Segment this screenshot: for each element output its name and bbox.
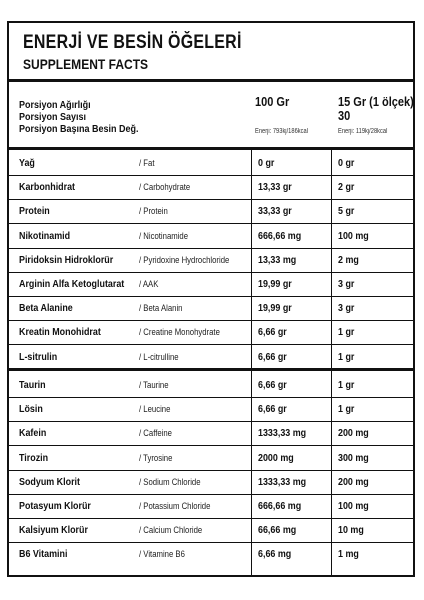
amount-per-serving: 200 mg xyxy=(338,475,369,488)
column-line xyxy=(331,371,332,577)
nutrient-row xyxy=(9,175,413,199)
nutrient-name-en: / Nicotinamide xyxy=(139,230,189,241)
nutrient-row xyxy=(9,296,413,320)
nutrient-name-tr: Sodyum Klorit xyxy=(19,475,81,488)
nutrient-row xyxy=(9,373,413,397)
nutrient-name-en: / Leucine xyxy=(139,404,171,415)
amount-per-serving: 100 mg xyxy=(338,229,369,242)
amount-per-100g: 33,33 gr xyxy=(258,205,292,218)
amount-per-serving: 1 gr xyxy=(338,403,355,416)
nutrient-row xyxy=(9,518,413,542)
nutrient-row xyxy=(9,272,413,296)
amount-per-serving: 5 gr xyxy=(338,205,355,218)
nutrient-name-en: / AAK xyxy=(139,279,159,289)
nutrient-name-tr: B6 Vitamini xyxy=(19,548,68,561)
amount-per-100g: 19,99 gr xyxy=(258,278,292,290)
nutrient-row xyxy=(9,542,413,566)
nutrient-name-tr: Taurin xyxy=(19,379,46,391)
column-line xyxy=(251,150,252,368)
amount-per-serving: 2 mg xyxy=(338,253,359,266)
section-divider xyxy=(9,368,413,371)
servings-count-value: 30 xyxy=(338,109,351,123)
nutrient-row xyxy=(9,151,413,175)
nutrient-name-en: / Potassium Chloride xyxy=(139,501,211,511)
amount-per-100g: 6,66 gr xyxy=(258,403,287,416)
serving-info xyxy=(9,95,413,143)
per-serving-header: 15 Gr (1 ölçek) xyxy=(338,95,414,109)
amount-per-serving: 300 mg xyxy=(338,451,369,464)
energy-per-serving: Enerji: 119kj/28kcal xyxy=(338,128,388,135)
amount-per-100g: 6,66 gr xyxy=(258,326,287,339)
nutrient-name-tr: Lösin xyxy=(19,403,43,416)
nutrient-name-tr: Potasyum Klorür xyxy=(19,500,91,512)
nutrient-name-en: / Pyridoxine Hydrochloride xyxy=(139,254,230,265)
amount-per-serving: 10 mg xyxy=(338,524,364,537)
amount-per-100g: 66,66 mg xyxy=(258,524,297,537)
nutrient-name-tr: Protein xyxy=(19,205,50,218)
nutrient-name-en: / Calcium Chloride xyxy=(139,525,203,536)
nutrient-name-en: / Fat xyxy=(139,158,155,168)
nutrient-name-en: / Carbohydrate xyxy=(139,182,191,193)
nutrient-name-tr: Karbonhidrat xyxy=(19,181,76,194)
servings-count-label: Porsiyon Sayısı xyxy=(19,112,87,123)
nutrient-name-en: / Caffeine xyxy=(139,428,173,439)
nutrient-row xyxy=(9,494,413,518)
amount-per-100g: 666,66 mg xyxy=(258,500,302,512)
amount-per-serving: 1 mg xyxy=(338,548,359,561)
nutrient-name-tr: Kafein xyxy=(19,427,47,440)
amount-per-100g: 6,66 gr xyxy=(258,379,287,391)
nutrient-name-en: / Protein xyxy=(139,206,168,217)
amount-per-serving: 100 mg xyxy=(338,500,369,512)
per-serving-values-label: Porsiyon Başına Besin Değ. xyxy=(19,124,139,135)
serving-weight-label: Porsiyon Ağırlığı xyxy=(19,100,91,111)
amount-per-100g: 1333,33 mg xyxy=(258,475,307,488)
amount-per-100g: 666,66 mg xyxy=(258,229,302,242)
amount-per-serving: 200 mg xyxy=(338,427,369,440)
nutrient-name-tr: Tirozin xyxy=(19,451,49,464)
nutrient-row xyxy=(9,470,413,494)
nutrient-name-tr: Nikotinamid xyxy=(19,229,71,242)
nutrient-name-tr: Kalsiyum Klorür xyxy=(19,524,88,537)
nutrient-name-tr: Yağ xyxy=(19,157,35,169)
nutrient-row xyxy=(9,397,413,421)
nutrient-name-en: / Vitamine B6 xyxy=(139,549,185,560)
nutrient-name-en: / Sodium Chloride xyxy=(139,476,201,487)
energy-per100: Enerji: 793kj/186kcal xyxy=(255,128,308,135)
nutrient-name-en: / L-citrulline xyxy=(139,351,179,362)
panel-title: ENERJİ VE BESİN ÖĞELERİ xyxy=(23,32,242,53)
nutrient-row xyxy=(9,199,413,223)
amount-per-serving: 0 gr xyxy=(338,157,355,169)
amount-per-100g: 1333,33 mg xyxy=(258,427,307,440)
amount-per-100g: 2000 mg xyxy=(258,451,294,464)
nutrient-name-tr: Arginin Alfa Ketoglutarat xyxy=(19,278,125,290)
supplement-facts-panel xyxy=(7,21,415,577)
nutrient-name-en: / Tyrosine xyxy=(139,452,173,463)
nutrient-name-tr: Kreatin Monohidrat xyxy=(19,326,101,339)
amount-per-100g: 6,66 gr xyxy=(258,350,287,363)
header-divider xyxy=(9,79,413,82)
column-line xyxy=(331,150,332,368)
amount-per-serving: 1 gr xyxy=(338,379,355,391)
amount-per-100g: 0 gr xyxy=(258,157,275,169)
amount-per-serving: 2 gr xyxy=(338,181,355,194)
nutrient-name-en: / Creatine Monohydrate xyxy=(139,327,220,338)
per100-header: 100 Gr xyxy=(255,95,290,109)
nutrient-name-tr: L-sitrulin xyxy=(19,350,58,363)
nutrient-name-tr: Beta Alanine xyxy=(19,302,73,315)
panel-subtitle: SUPPLEMENT FACTS xyxy=(23,56,149,72)
nutrient-row xyxy=(9,248,413,272)
amount-per-100g: 6,66 mg xyxy=(258,548,292,561)
amount-per-serving: 3 gr xyxy=(338,302,355,315)
nutrient-name-en: / Beta Alanin xyxy=(139,303,183,314)
nutrient-row xyxy=(9,446,413,470)
nutrient-row xyxy=(9,224,413,248)
amount-per-100g: 19,99 gr xyxy=(258,302,292,315)
serving-divider xyxy=(9,147,413,150)
amount-per-serving: 1 gr xyxy=(338,350,355,363)
nutrient-row xyxy=(9,421,413,445)
amount-per-100g: 13,33 mg xyxy=(258,253,297,266)
amount-per-100g: 13,33 gr xyxy=(258,181,292,194)
nutrient-name-en: / Taurine xyxy=(139,380,169,390)
nutrient-row xyxy=(9,320,413,344)
column-line xyxy=(251,371,252,577)
amount-per-serving: 3 gr xyxy=(338,278,355,290)
amount-per-serving: 1 gr xyxy=(338,326,355,339)
nutrient-row xyxy=(9,345,413,369)
nutrient-name-tr: Piridoksin Hidroklorür xyxy=(19,253,114,266)
